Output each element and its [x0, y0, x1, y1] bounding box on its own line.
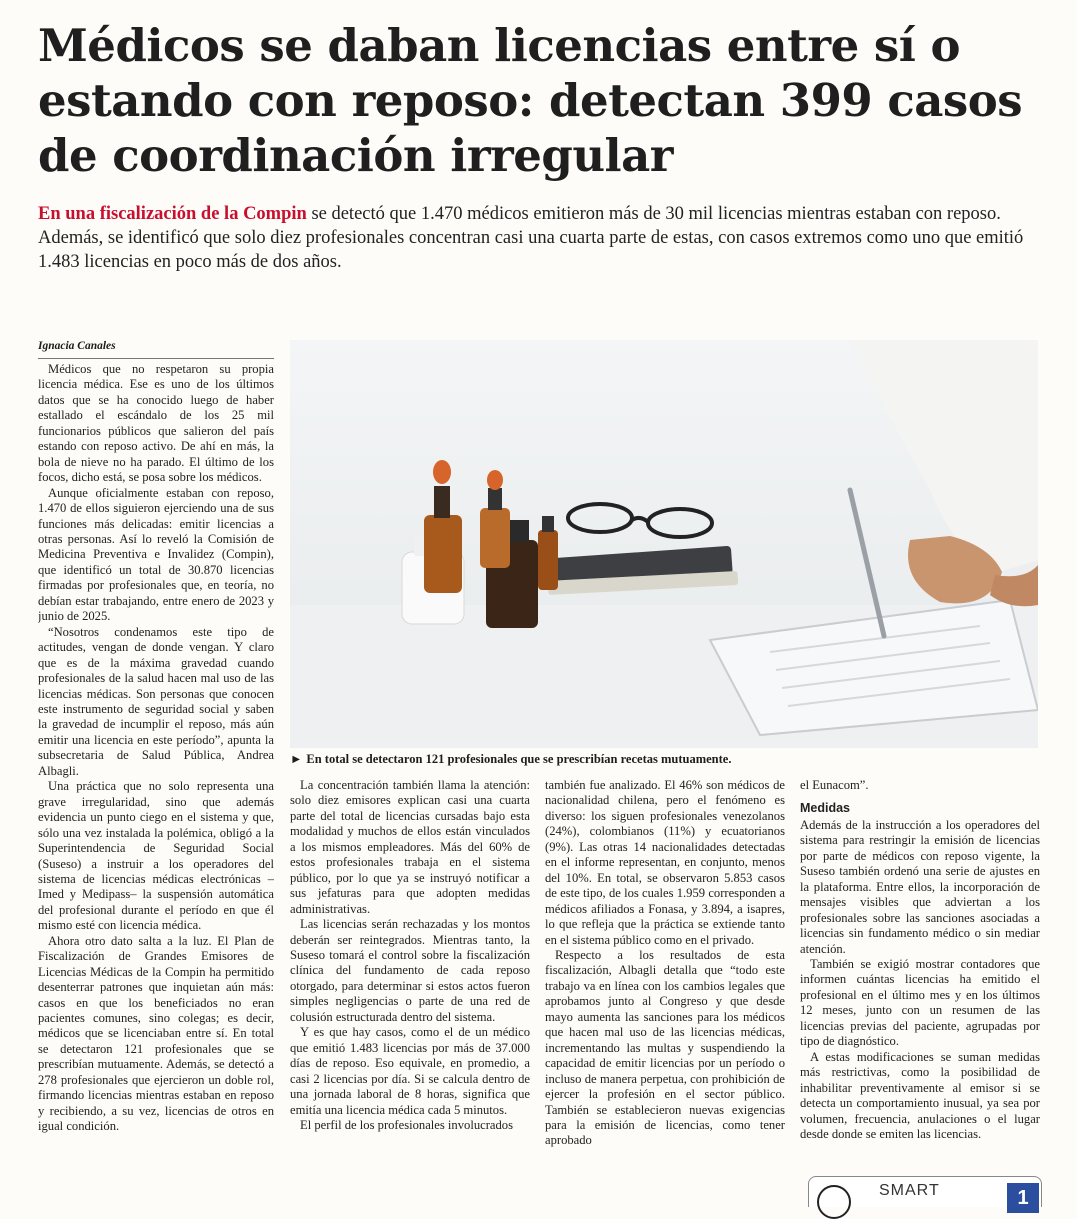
circle-logo-icon	[817, 1185, 851, 1219]
article-photo	[290, 340, 1038, 748]
column-2	[290, 778, 530, 1194]
smart-badge: 1	[1007, 1183, 1039, 1213]
lead-paragraph	[38, 202, 1048, 274]
body-paragraph: Y es que hay casos, como el de un médico que emitió 1.483 licencias por más de 37.000 días de reposo. Eso equivale, en promedio, a casi 2 licencias por día. Si se calcula dentro de una jornada laboral de 8 horas, significa que emitía una licencia médica cada 5 minutos.	[290, 1025, 530, 1117]
lead-text: se detectó que 1.470 médicos emitieron más de 30 mil licencias mientras estaban con reposo. Además, se identificó que solo diez profesionales concentran casi una cuarta parte de estas, con casos extremos como uno que emitió 1.483 licencias en poco más de dos años.	[38, 204, 1024, 272]
headline: Médicos se daban licencias entre sí o estando con reposo: detectan 399 casos de coordinación irregular	[38, 19, 1023, 182]
photo-caption	[290, 752, 1038, 767]
body-paragraph: A estas modificaciones se suman medidas más restrictivas, como la posibilidad de inhabilitar preventivamente al emisor si se detecta un comportamiento inusual, ya sea por volumen, frecuencia, anulaciones o el lugar desde donde se emiten las licencias.	[800, 1049, 1040, 1141]
body-paragraph: también fue analizado. El 46% son médicos de nacionalidad chilena, pero el fenómeno es diverso: los siguen profesionales venezolanos (24%), colombianos (11%) y ecuatorianos (9%). Las otras 14 nacionalidades detectadas en el informe representan, en conjunto, menos del 10%. En total, se observaron 5.853 casos de este tipo, de los cuales 1.959 corresponden a médicos afiliados a Fonasa, y 3.894, a isapres, lo que refleja que la práctica se extiende tanto en el sistema público como en el privado.	[545, 778, 785, 947]
smart-widget[interactable]	[808, 1176, 1042, 1207]
body-paragraph: Médicos que no respetaron su propia licencia médica. Ese es uno de los últimos datos que se ha conocido luego de haber estallado el escándalo de los 25 mil funcionarios públicos que salieron del país estando con reposo activo. De ahí en más, la bola de nieve no ha parado. El último de los focos, dicho está, se posa sobre los médicos.	[38, 362, 274, 485]
byline: Ignacia Canales	[38, 340, 274, 359]
column-3	[545, 778, 785, 1194]
body-paragraph: La concentración también llama la atención: solo diez emisores explican casi una cuarta parte del total de licencias cursadas bajo esta modalidad y muchos de ellos están vinculados a los mismos empleadores. Más del 60% de estos profesionales trabaja en el sistema público, por lo que ya se instruyó notificar a sus jefaturas para que adopten medidas administrativas.	[290, 778, 530, 916]
body-paragraph: También se exigió mostrar contadores que informen cuántas licencias ha emitido el profesional en el último mes y en los últimos 12 meses, junto con un resumen de las licencias previas del paciente, agrupadas por tipo de diagnóstico.	[800, 956, 1040, 1049]
body-paragraph: Respecto a los resultados de esta fiscalización, Albagli detalla que “todo este trabajo va en línea con los cambios legales que aprobamos junto al Congreso y que desde mayo aumenta las sanciones para los médicos que hacen mal uso de las licencias médicas, incrementando las multas y suspendiendo la capacidad de emitir licencias por un período o incluso de manera perpetua, con prohibición de ejercer la profesión en el sector público. También se establecieron nuevas exigencias para la emisión de licencias, como tener aprobado	[545, 947, 785, 1148]
body-paragraph: Además de la instrucción a los operadores del sistema para restringir la emisión de licencias por parte de médicos con reposo vigente, la Suseso también ordenó una serie de ajustes en la plataforma. Entre ellos, la incorporación de mensajes visibles que adviertan a los profesionales sobre las sanciones asociadas a licencias sin fundamento médico o sin mediar atención.	[800, 817, 1040, 956]
smart-label: SMART	[879, 1182, 940, 1199]
body-paragraph: “Nosotros condenamos este tipo de actitudes, vengan de donde vengan. Y claro que es de la máxima gravedad cuando profesionales de la salud hacen mal uso de las licencias médicas. Son personas que conocen este instrumento de seguridad social y saben la gravedad de incumplir el reposo, más aún emitir una licencia en este período”, apunta la subsecretaria de Salud Pública, Andrea Albagli.	[38, 624, 274, 778]
body-paragraph: El perfil de los profesionales involucrados	[300, 1117, 513, 1132]
column-1	[38, 362, 274, 1194]
body-paragraph: Ahora otro dato salta a la luz. El Plan de Fiscalización de Grandes Emisores de Licencias Médicas de la Compin ha permitido desenterrar patrones que inquietan aún más: casos en que los beneficiados no eran pacientes comunes, sino colegas; es decir, médicos que se licenciaban entre sí. En total se detectaron 121 profesionales que se prescribían mutuamente. Además, se detectó a 278 profesionales que ejercieron un doble rol, firmando licencias mientras estaban en reposo y recibiendo, a su vez, licencias de otros en igual condición.	[38, 933, 274, 1134]
body-paragraph: Aunque oficialmente estaban con reposo, 1.470 de ellos siguieron ejerciendo una de sus funciones más delicadas: emitir licencias a otras personas. Así lo reveló la Comisión de Medicina Preventiva e Invalidez (Compin), que identificó un total de 30.870 licencias firmadas por profesionales que, en teoría, no debían estar trabajando, entre enero de 2023 y junio de 2025.	[38, 485, 274, 624]
body-paragraph: Las licencias serán rechazadas y los montos deberán ser reintegrados. Mientras tanto, la Suseso tomará el control sobre la fiscalización clínica del fundamento de cada reposo otorgado, para determinar si estos actos fueron simples negligencias o parte de una red de colusión estructurada dentro del sistema.	[290, 917, 530, 1024]
column-4	[800, 778, 1040, 1178]
section-heading: Medidas	[800, 801, 851, 816]
doctor-writing-illustration	[290, 340, 1038, 748]
body-paragraph: el Eunacom”.	[800, 778, 869, 792]
lead-highlight: En una fiscalización de la Compin	[38, 204, 307, 224]
body-paragraph: Una práctica que no solo representa una grave irregularidad, sino que además evidencia un punto ciego en el sistema y que, sólo una vez instalada la polémica, obligó a la Superintendencia de Seguridad Social (Suseso) a instruir a los operadores del sistema de licencias médicas electrónicas –Imed y Medipass– la suspensión automática del profesional durante el período en que él mismo esté con licencia médica.	[38, 779, 274, 933]
caption-arrow-icon: ►	[290, 752, 303, 766]
caption-text: En total se detectaron 121 profesionales que se prescribían recetas mutuamente.	[306, 752, 732, 766]
